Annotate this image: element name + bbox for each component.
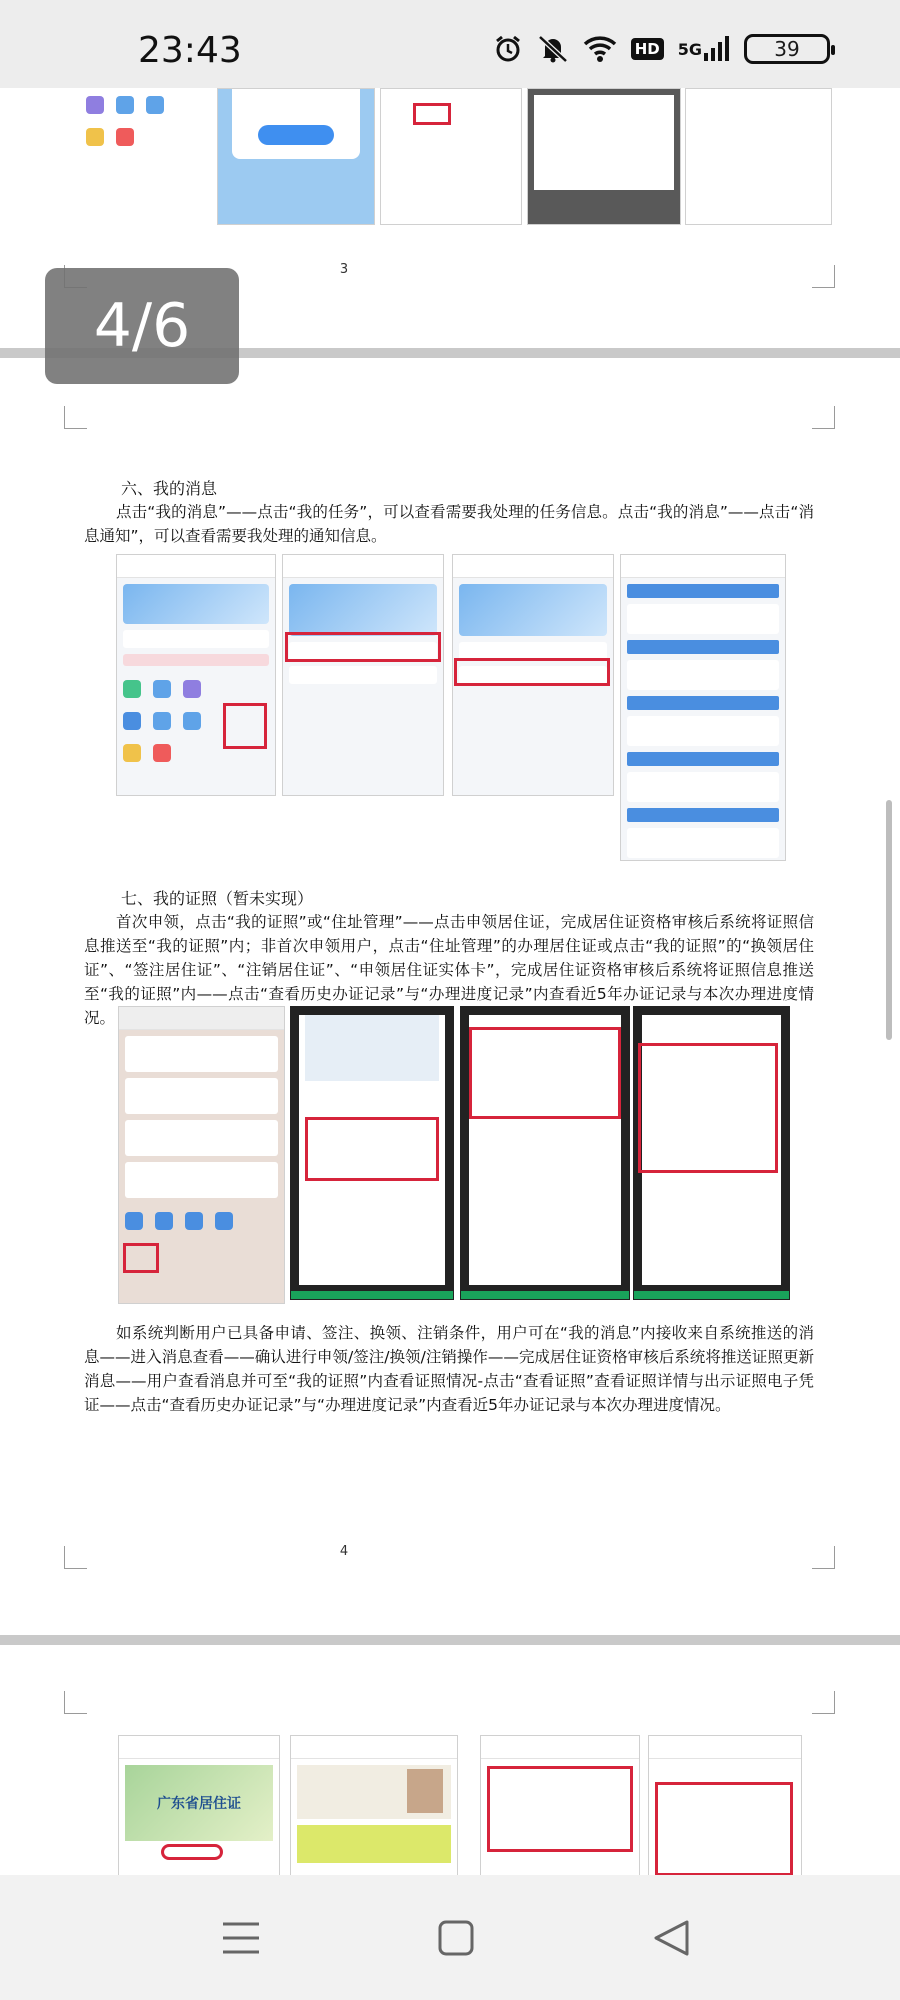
menu-icon xyxy=(221,1921,261,1955)
phone-bottom-bar xyxy=(634,1291,789,1299)
preview-shot-1 xyxy=(118,1735,280,1877)
page3-thumb-2 xyxy=(217,88,375,225)
highlight-box xyxy=(161,1844,223,1860)
page3-thumb-5 xyxy=(685,88,832,225)
messages-shot-tasks xyxy=(282,554,444,796)
messages-shot-list xyxy=(620,554,786,861)
scrollbar-thumb[interactable] xyxy=(886,800,892,1040)
page-corner-mark xyxy=(812,1546,835,1569)
page-corner-mark xyxy=(812,406,835,429)
phone-bottom-bar xyxy=(461,1291,629,1299)
highlight-box xyxy=(454,658,610,686)
preview-shot-2 xyxy=(290,1735,458,1877)
back-button[interactable] xyxy=(648,1915,694,1961)
clock: 23:43 xyxy=(138,30,242,71)
section-heading-certificates: 七、我的证照（暂未实现） xyxy=(121,889,314,908)
highlight-box xyxy=(638,1043,778,1173)
highlight-box xyxy=(413,103,451,125)
page3-thumb-3 xyxy=(380,88,522,225)
page-separator xyxy=(0,1635,900,1645)
status-icons xyxy=(493,34,830,64)
back-icon xyxy=(651,1918,691,1958)
page-4 xyxy=(0,358,900,1635)
highlight-box xyxy=(655,1782,793,1876)
section-body-certificates: 首次申领，点击“我的证照”或“住址管理”——点击申领居住证，完成居住证资格审核后系统将证照信息推送至“我的证照”内；非首次申领用户，点击“住址管理”的办理居住证或点击“我的证照”的“换领居住证”、“签注居住证”、“注销居住证”、“申领居住证实体卡”，完成居住证资格审核后系统将证照信息推送至“我的证照”内——点击“查看历史办证记录”与“办理进度记录”内查看近5年办证记录与本次办理进度情况。 xyxy=(84,913,814,1027)
closing-paragraph: 如系统判断用户已具备申请、签注、换领、注销条件，用户可在“我的消息”内接收来自系统推送的消息——进入消息查看——确认进行申领/签注/换领/注销操作——完成居住证资格审核后系统将推送证照更新消息——用户查看消息并可至“我的证照”内查看证照情况-点击“查看证照”查看证照详情与出示证照电子凭证——点击“查看历史办证记录”与“办理进度记录”内查看近5年办证记录与本次办理进度情况。 xyxy=(84,1324,814,1414)
network-label: 5G xyxy=(677,39,702,59)
alarm-icon xyxy=(493,34,523,64)
home-icon xyxy=(437,1919,475,1957)
status-bar xyxy=(0,0,900,88)
cert-shot-history xyxy=(460,1006,630,1300)
highlight-box xyxy=(469,1027,621,1119)
cert-shot-card xyxy=(290,1006,454,1300)
cert-shot-address xyxy=(118,1006,285,1304)
highlight-box xyxy=(285,632,441,662)
battery-indicator xyxy=(744,34,830,64)
page-indicator: 4/6 xyxy=(45,268,239,384)
battery-level: 39 xyxy=(774,37,800,61)
menu-button[interactable] xyxy=(218,1915,264,1961)
preview-shot-3 xyxy=(480,1735,640,1877)
mute-icon xyxy=(537,34,569,64)
page-corner-mark xyxy=(812,1691,835,1714)
messages-shot-home xyxy=(116,554,276,796)
section-heading-messages: 六、我的消息 xyxy=(121,479,218,498)
hd-badge: HD xyxy=(631,38,664,60)
highlight-box xyxy=(223,703,267,749)
card-text: 广东省居住证 xyxy=(157,1796,241,1812)
page-corner-mark xyxy=(64,1691,87,1714)
messages-shot-notices xyxy=(452,554,614,796)
highlight-box xyxy=(305,1117,439,1181)
page-number: 3 xyxy=(339,262,349,277)
signal-icon xyxy=(678,35,730,63)
page-corner-mark xyxy=(64,1546,87,1569)
page-5-preview xyxy=(0,1645,900,1875)
home-button[interactable] xyxy=(433,1915,479,1961)
section-body-messages: 点击“我的消息”——点击“我的任务”，可以查看需要我处理的任务信息。点击“我的消息”——点击“消息通知”，可以查看需要我处理的通知信息。 xyxy=(84,503,814,545)
page3-thumb-4 xyxy=(527,88,681,225)
highlight-box xyxy=(123,1243,159,1273)
cert-shot-progress xyxy=(633,1006,790,1300)
page-corner-mark xyxy=(812,265,835,288)
page-number: 4 xyxy=(339,1544,349,1559)
phone-bottom-bar xyxy=(291,1291,453,1299)
wifi-icon xyxy=(583,35,617,63)
preview-shot-4 xyxy=(648,1735,802,1877)
page-corner-mark xyxy=(64,406,87,429)
page3-thumb-1 xyxy=(80,88,190,223)
system-navigation-bar xyxy=(0,1875,900,2000)
highlight-box xyxy=(487,1766,633,1852)
